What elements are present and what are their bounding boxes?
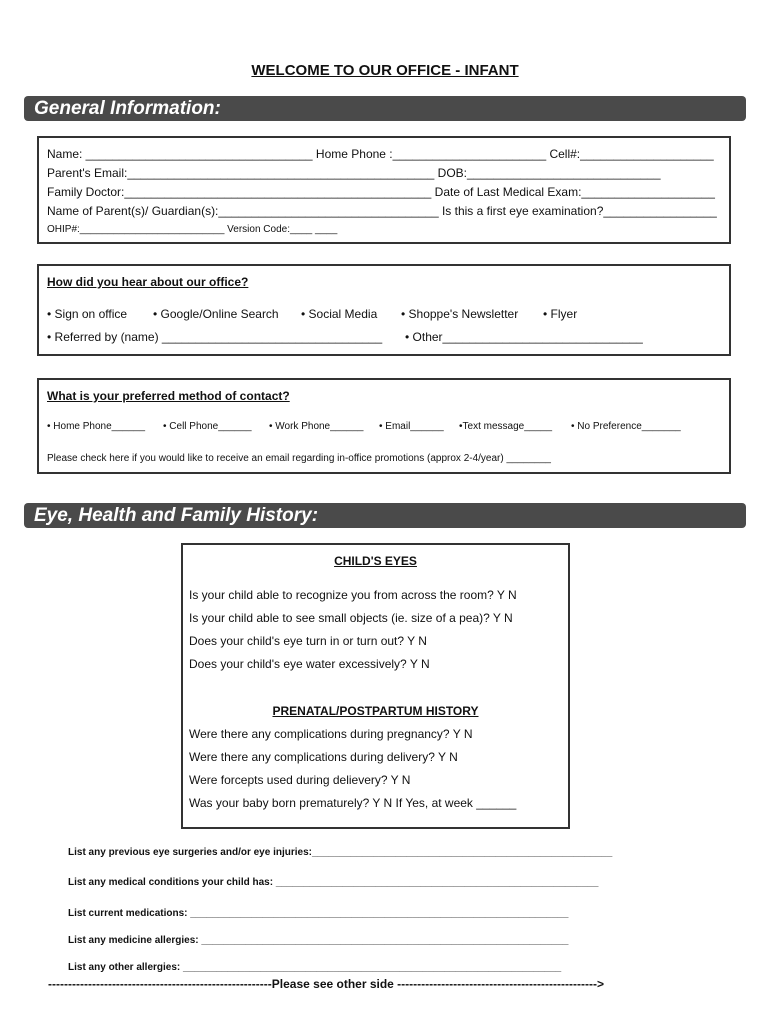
childs-eyes-box (181, 543, 570, 829)
list-medicine-allergies[interactable]: List any medicine allergies: __________________________________________________________________ (68, 935, 569, 946)
eye-health-history-banner: Eye, Health and Family History: (24, 503, 746, 528)
doctor-exam-line[interactable]: Family Doctor:______________________________________________ Date of Last Medical Exam:____________________ (47, 185, 715, 199)
contact-cell-phone[interactable]: • Cell Phone______ (163, 421, 252, 432)
ohip-line[interactable]: OHIP#:__________________________ Version Code:____ ____ (47, 224, 338, 235)
see-other-side-footer: --------------------------------------------------------Please see other side --------------------------------------------------> (48, 977, 604, 991)
general-information-box (37, 136, 731, 244)
list-medications[interactable]: List current medications: ____________________________________________________________________ (68, 908, 569, 919)
question-delivery[interactable]: Were there any complications during delivery? Y N (189, 750, 458, 764)
contact-text-message[interactable]: •Text message_____ (459, 421, 553, 432)
question-recognize[interactable]: Is your child able to recognize you from across the room? Y N (189, 588, 517, 602)
list-other-allergies[interactable]: List any other allergies: ____________________________________________________________________ (68, 962, 562, 973)
childs-eyes-heading: CHILD'S EYES (334, 554, 417, 568)
referral-source-box (37, 264, 731, 356)
option-flyer[interactable]: • Flyer (543, 307, 578, 321)
option-referred-by[interactable]: • Referred by (name) _________________________________ (47, 330, 383, 344)
contact-no-preference[interactable]: • No Preference_______ (571, 421, 681, 432)
name-phone-line[interactable]: Name: __________________________________ Home Phone :_______________________ Cell#:____________________ (47, 147, 714, 161)
general-information-banner: General Information: (24, 96, 746, 121)
option-other[interactable]: • Other______________________________ (405, 330, 643, 344)
page-title: WELCOME TO OUR OFFICE - INFANT (251, 62, 519, 79)
contact-email[interactable]: • Email______ (379, 421, 444, 432)
list-eye-surgeries[interactable]: List any previous eye surgeries and/or eye injuries:______________________________________________________ (68, 847, 613, 858)
list-medical-conditions[interactable]: List any medical conditions your child has: __________________________________________________________ (68, 877, 599, 888)
contact-work-phone[interactable]: • Work Phone______ (269, 421, 364, 432)
option-newsletter[interactable]: • Shoppe's Newsletter (401, 307, 519, 321)
option-sign-on-office[interactable]: • Sign on office (47, 307, 128, 321)
option-social-media[interactable]: • Social Media (301, 307, 378, 321)
question-forceps[interactable]: Were forcepts used during delievery? Y N (189, 773, 411, 787)
question-eye-water[interactable]: Does your child's eye water excessively? Y N (189, 657, 430, 671)
question-pregnancy[interactable]: Were there any complications during pregnancy? Y N (189, 727, 473, 741)
prenatal-heading: PRENATAL/POSTPARTUM HISTORY (272, 704, 479, 718)
contact-method-box (37, 378, 731, 474)
email-dob-line[interactable]: Parent's Email:______________________________________________ DOB:_____________________________ (47, 166, 661, 180)
guardian-first-exam-line[interactable]: Name of Parent(s)/ Guardian(s):_________________________________ Is this a first eye examination?_________________ (47, 204, 717, 218)
option-google-search[interactable]: • Google/Online Search (153, 307, 279, 321)
contact-heading: What is your preferred method of contact? (47, 389, 290, 403)
promotions-checkbox-line[interactable]: Please check here if you would like to receive an email regarding in-office promotions (approx 2-4/year) ________ (47, 453, 551, 464)
contact-home-phone[interactable]: • Home Phone______ (47, 421, 146, 432)
question-eye-turn[interactable]: Does your child's eye turn in or turn out? Y N (189, 634, 427, 648)
referral-heading: How did you hear about our office? (47, 275, 249, 289)
question-premature[interactable]: Was your baby born prematurely? Y N If Yes, at week ______ (189, 796, 517, 810)
question-small-objects[interactable]: Is your child able to see small objects (ie. size of a pea)? Y N (189, 611, 513, 625)
